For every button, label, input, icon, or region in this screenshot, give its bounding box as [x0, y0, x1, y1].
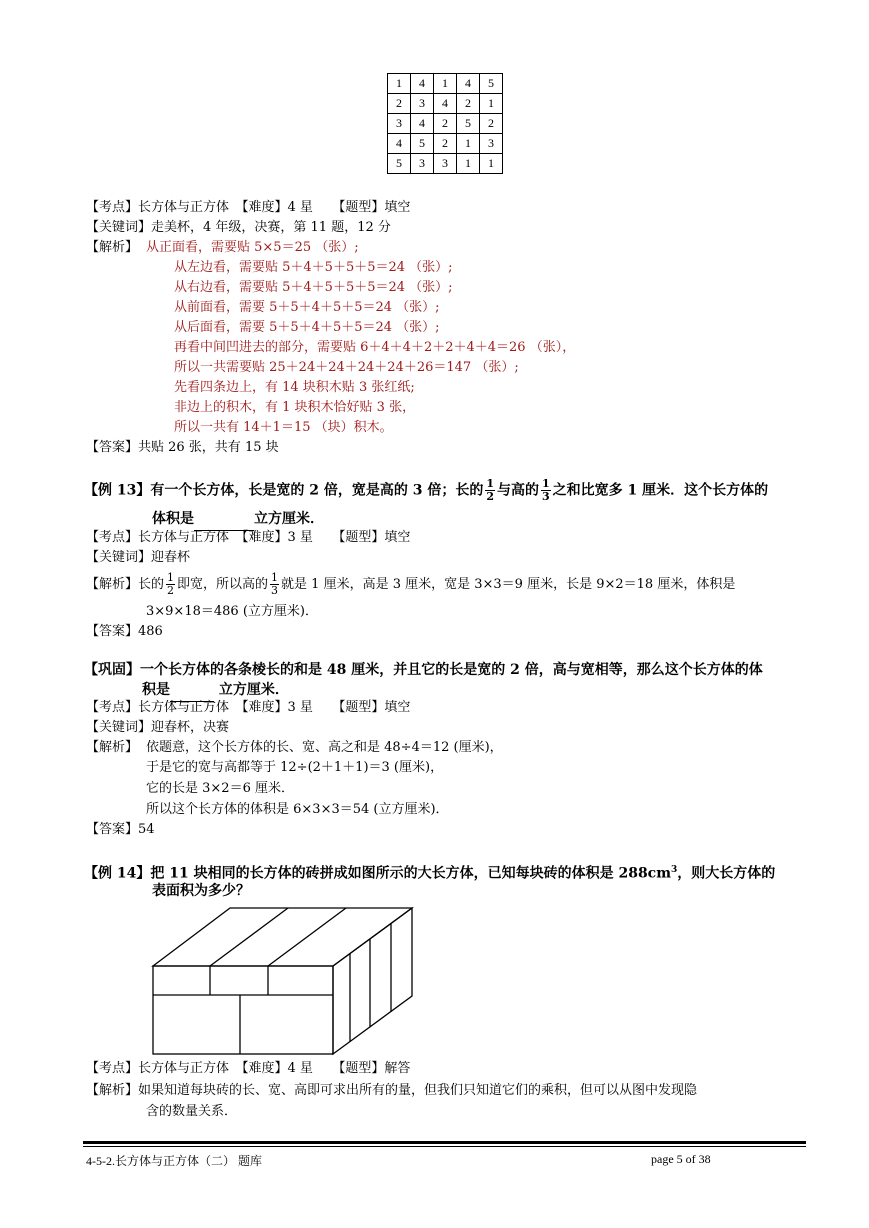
ex14-analysis-line1: 【解析】如果知道每块砖的长、宽、高即可求出所有的量，但我们只知道它们的乘积，但可以从图中发现隐 — [86, 1083, 698, 1098]
consolidate-question: 【巩固】一个长方体的各条棱长的和是 48 厘米，并且它的长是宽的 2 倍，高与宽相等，那么这个长方体的体 — [84, 662, 763, 678]
grid-cell: 4 — [388, 134, 411, 154]
ex14-meta: 【考点】长方体与正方体 【难度】4 星 【题型】解答 — [86, 1061, 411, 1076]
grid-cell: 2 — [434, 134, 457, 154]
page-number: page 5 of 38 — [651, 1152, 711, 1166]
ex13-q-text: 与高的 — [497, 482, 539, 499]
grid-cell: 4 — [411, 74, 434, 94]
consolidate-analysis-line: 所以这个长方体的体积是 6×3×3＝54 (立方厘米)． — [146, 802, 449, 817]
fraction: $\frac{1}{2}$ — [167, 571, 175, 597]
grid-cell: 4 — [457, 74, 480, 94]
ex13-question — [84, 478, 768, 503]
grid-cell: 4 — [411, 114, 434, 134]
right-face — [333, 908, 412, 1054]
ex13-analysis-line2: 3×9×18＝486 (立方厘米)． — [146, 604, 318, 619]
grid-cell: 2 — [457, 94, 480, 114]
p12-meta: 【考点】长方体与正方体 【难度】4 星 【题型】填空 — [86, 200, 411, 215]
consolidate-analysis-line: 依题意，这个长方体的长、宽、高之和是 48÷4＝12 (厘米)， — [146, 740, 503, 755]
p12-analysis-line: 非边上的积木，有 1 块积木恰好贴 3 张， — [174, 400, 416, 415]
consolidate-keywords: 【关键词】迎春杯，决赛 — [86, 720, 230, 735]
front-face — [153, 966, 333, 1054]
grid-cell: 5 — [480, 74, 503, 94]
p12-analysis-line: 从左边看，需要贴 5＋4＋5＋5＋5＝24 （张）; — [174, 260, 453, 275]
p12-analysis-line: 从正面看，需要贴 5×5＝25 （张）; — [146, 240, 359, 255]
footer-title: 4-5-2.长方体与正方体（二） 题库 — [86, 1154, 262, 1168]
p12-analysis-line: 先看四条边上，有 14 块积木贴 3 张红纸; — [174, 380, 415, 395]
grid-cell: 3 — [480, 134, 503, 154]
p12-analysis-line: 所以一共有 14＋1＝15 （块）积木。 — [174, 420, 393, 435]
grid-cell: 3 — [411, 154, 434, 174]
grid-row — [388, 134, 503, 154]
consolidate-question-line2: 积是 立方厘米． — [142, 679, 289, 702]
p12-keywords: 【关键词】走美杯，4 年级，决赛，第 11 题，12 分 — [86, 220, 391, 235]
grid-row — [388, 114, 503, 134]
brick-cuboid-figure — [140, 900, 430, 1060]
p12-analysis-label: 【解析】 — [86, 240, 139, 255]
fraction: $\frac{1}{3}$ — [271, 571, 279, 597]
grid-cell: 3 — [434, 154, 457, 174]
ex13-answer: 【答案】486 — [86, 624, 163, 639]
consolidate-analysis-label: 【解析】 — [86, 740, 139, 755]
fraction: $\frac{1}{2}$ — [486, 477, 494, 503]
grid-row — [388, 94, 503, 114]
grid-cell: 1 — [457, 134, 480, 154]
ex14-question-line2: 表面积为多少？ — [152, 883, 250, 899]
ex13-question-line2: 体积是 立方厘米． — [152, 508, 324, 531]
ex13-meta: 【考点】长方体与正方体 【难度】3 星 【题型】填空 — [86, 530, 411, 545]
ex13-q-text: 之和比宽多 1 厘米．这个长方体的 — [552, 482, 769, 499]
footer-rule-thick — [83, 1141, 806, 1144]
grid-cell: 5 — [411, 134, 434, 154]
grid-cell: 3 — [411, 94, 434, 114]
p12-answer: 【答案】共贴 26 张，共有 15 块 — [86, 440, 279, 455]
p12-analysis-line: 从前面看，需要 5＋5＋4＋5＋5＝24 （张）; — [174, 300, 440, 315]
grid-cell: 1 — [388, 74, 411, 94]
ex13-q-text: 有一个长方体，长是宽的 2 倍，宽是高的 3 倍；长的 — [150, 482, 484, 499]
ex14-question: 【例 14】把 11 块相同的长方体的砖拼成如图所示的大长方体，已知每块砖的体积是 $288cm^3$，则大长方体的 — [84, 865, 776, 882]
p12-analysis-line: 从右边看，需要贴 5＋4＋5＋5＋5＝24 （张）; — [174, 280, 453, 295]
grid-row — [388, 74, 503, 94]
consolidate-analysis-line: 它的长是 3×2＝6 厘米． — [146, 781, 294, 796]
grid-row — [388, 154, 503, 174]
ex14-analysis-line2: 含的数量关系． — [146, 1104, 238, 1119]
ex13-label: 【例 13】 — [84, 482, 151, 499]
fraction: $\frac{1}{3}$ — [542, 477, 550, 503]
grid-cell: 1 — [457, 154, 480, 174]
p12-analysis-line: 再看中间凹进去的部分，需要贴 6＋4＋4＋2＋2＋4＋4＝26 （张）， — [174, 340, 576, 355]
grid-cell: 2 — [434, 114, 457, 134]
grid-cell: 2 — [480, 114, 503, 134]
ex13-keywords: 【关键词】迎春杯 — [86, 550, 191, 565]
grid-cell: 1 — [434, 74, 457, 94]
grid-cell: 1 — [480, 94, 503, 114]
p12-analysis-line: 从后面看，需要 5＋5＋4＋5＋5＝24 （张）; — [174, 320, 440, 335]
consolidate-meta: 【考点】长方体与正方体 【难度】3 星 【题型】填空 — [86, 700, 411, 715]
grid-cell: 5 — [457, 114, 480, 134]
number-grid — [387, 73, 503, 174]
p12-analysis-line: 所以一共需要贴 25＋24＋24＋24＋24＋26＝147 （张）; — [174, 360, 519, 375]
grid-cell: 3 — [388, 114, 411, 134]
ex13-analysis: 【解析】长的 $\frac{1}{2}$ 即宽，所以高的 $\frac{1}{3}$ 就是 1 厘米，高是 3 厘米，宽是 3×3＝9 厘米，长是 9×2＝18 厘米，体积是 — [86, 571, 736, 597]
footer-rule-thin — [83, 1146, 806, 1147]
consolidate-answer: 【答案】54 — [86, 822, 155, 837]
grid-cell: 1 — [480, 154, 503, 174]
grid-cell: 5 — [388, 154, 411, 174]
consolidate-analysis-line: 于是它的宽与高都等于 12÷(2＋1＋1)＝3 (厘米)， — [146, 760, 444, 775]
grid-cell: 4 — [434, 94, 457, 114]
grid-cell: 2 — [388, 94, 411, 114]
